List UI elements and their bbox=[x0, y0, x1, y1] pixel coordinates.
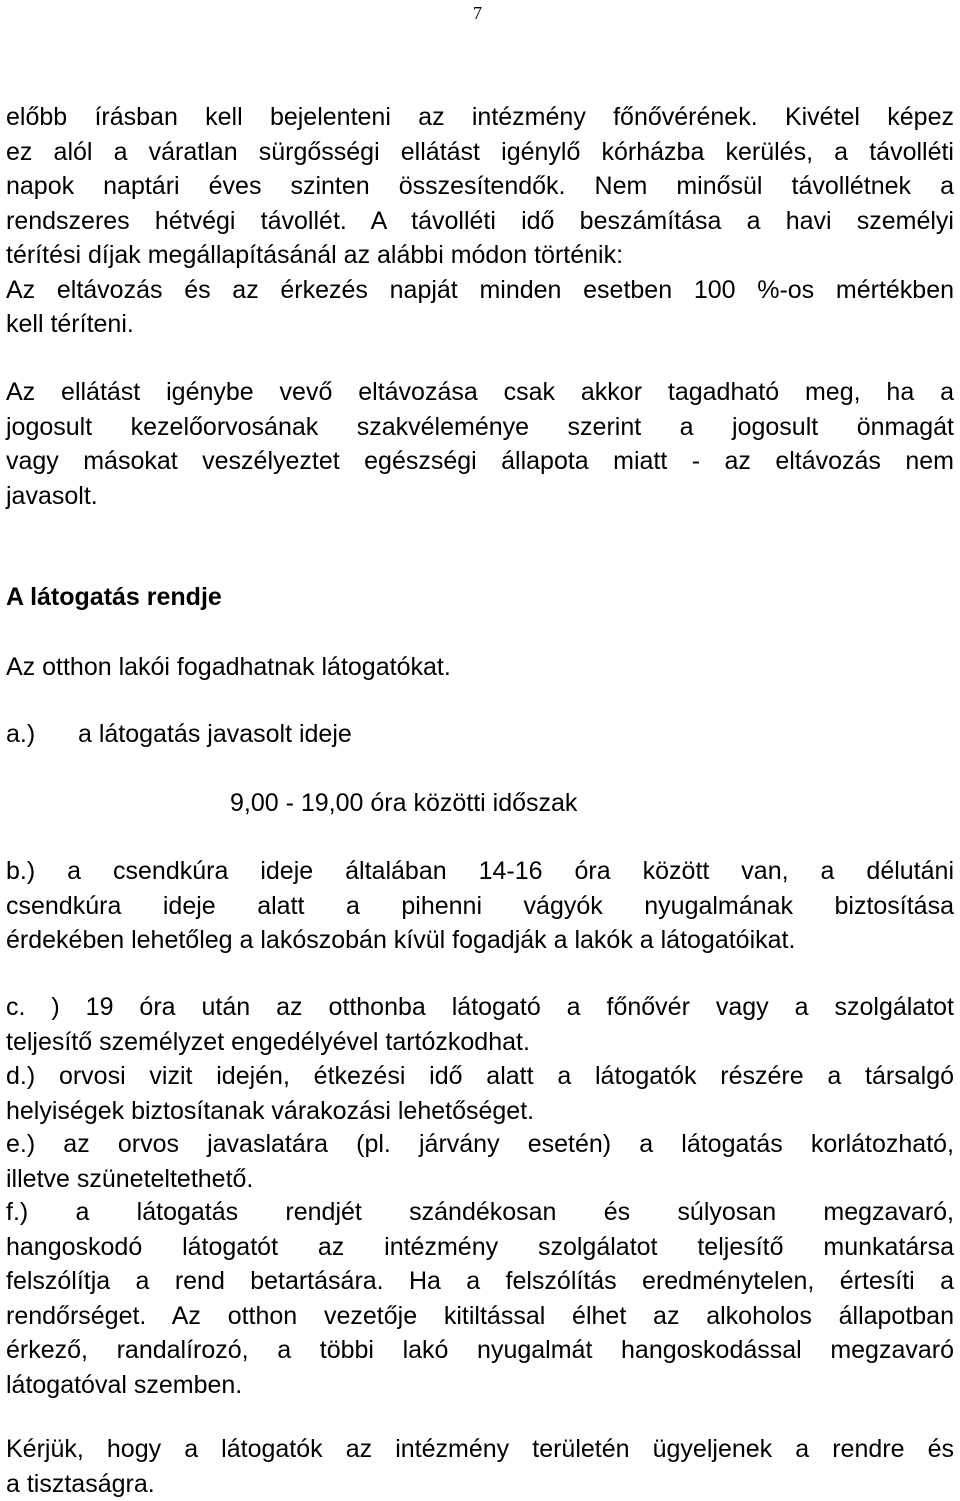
text-line: jogosult kezelőorvosának szakvéleménye szerint a jogosult önmagát bbox=[6, 412, 954, 441]
text-line: rendszeres hétvégi távollét. A távolléti idő beszámítása a havi személyi bbox=[6, 206, 954, 235]
text-line: f.) a látogatás rendjét szándékosan és súlyosan megzavaró, bbox=[6, 1198, 954, 1226]
text-line: Az eltávozás és az érkezés napját minden esetben 100 %-os mértékben bbox=[6, 275, 954, 304]
text-line: helyiségek biztosítanak várakozási lehetőséget. bbox=[6, 1096, 535, 1125]
item-a bbox=[6, 717, 954, 752]
text-line: Az ellátást igénybe vevő eltávozása csak akkor tagadható meg, ha a bbox=[6, 378, 954, 406]
text-line: vagy másokat veszélyeztet egészségi állapota miatt - az eltávozás nem bbox=[6, 447, 954, 475]
text-line: térítési díjak megállapításánál az alábbi módon történik: bbox=[6, 241, 624, 269]
absence-paragraph bbox=[6, 100, 954, 342]
item-a-line bbox=[6, 717, 954, 752]
text-line: felszólítja a rend betartására. Ha a felszólítás eredménytelen, értesíti a bbox=[6, 1267, 954, 1295]
text-line: érkező, randalírozó, a többi lakó nyugalmát hangoskodással megzavaró bbox=[6, 1336, 954, 1364]
text-line: hangoskodó látogatót az intézmény szolgálatot teljesítő munkatársa bbox=[6, 1232, 954, 1261]
section-heading: A látogatás rendje bbox=[6, 583, 222, 611]
text-line: a tisztaságra. bbox=[6, 1469, 155, 1498]
text-line: ez alól a váratlan sürgősségi ellátást igénylő kórházba kerülés, a távolléti bbox=[6, 137, 954, 166]
text-line: javasolt. bbox=[6, 481, 98, 510]
text-line: napok naptári éves szinten összesítendők. Nem minősül távollétnek a bbox=[6, 172, 954, 200]
item-d bbox=[6, 1059, 954, 1128]
item-f bbox=[6, 1195, 954, 1402]
leave-denial-paragraph bbox=[6, 375, 954, 513]
item-e bbox=[6, 1127, 954, 1196]
item-c bbox=[6, 990, 954, 1059]
text-line: csendkúra ideje alatt a pihenni vágyók nyugalmának biztosítása bbox=[6, 891, 954, 920]
item-a-time bbox=[6, 786, 954, 821]
text-line: Kérjük, hogy a látogatók az intézmény területén ügyeljenek a rendre és bbox=[6, 1435, 954, 1463]
text-line: látogatóval szemben. bbox=[6, 1370, 243, 1399]
page-number: 7 bbox=[473, 3, 482, 23]
closing-paragraph bbox=[6, 1432, 954, 1501]
text-line: érdekében lehetőleg a lakószobán kívül fogadják a lakók a látogatóikat. bbox=[6, 926, 796, 954]
text-line: e.) az orvos javaslatára (pl. járvány esetén) a látogatás korlátozható, bbox=[6, 1130, 954, 1158]
text-line: d.) orvosi vizit idején, étkezési idő alatt a látogatók részére a társalgó bbox=[6, 1062, 954, 1090]
text-line: teljesítő személyzet engedélyével tartózkodhat. bbox=[6, 1027, 530, 1056]
text-line: rendőrséget. Az otthon vezetője kitiltással élhet az alkoholos állapotban bbox=[6, 1301, 954, 1330]
item-b bbox=[6, 854, 954, 958]
item-a-label: a.) bbox=[6, 720, 36, 748]
text-line: c. ) 19 óra után az otthonba látogató a főnővér vagy a szolgálatot bbox=[6, 993, 954, 1021]
visiting-intro: Az otthon lakói fogadhatnak látogatókat. bbox=[6, 653, 451, 681]
text-line: illetve szüneteltethető. bbox=[6, 1164, 254, 1193]
text-line: előbb írásban kell bejelenteni az intézmény főnővérének. Kivétel képez bbox=[6, 103, 954, 131]
text-line: kell téríteni. bbox=[6, 310, 134, 338]
visiting-hours: 9,00 - 19,00 óra közötti időszak bbox=[230, 789, 578, 817]
text-line: b.) a csendkúra ideje általában 14-16 óra között van, a délutáni bbox=[6, 857, 954, 885]
item-a-text: a látogatás javasolt ideje bbox=[78, 720, 352, 748]
